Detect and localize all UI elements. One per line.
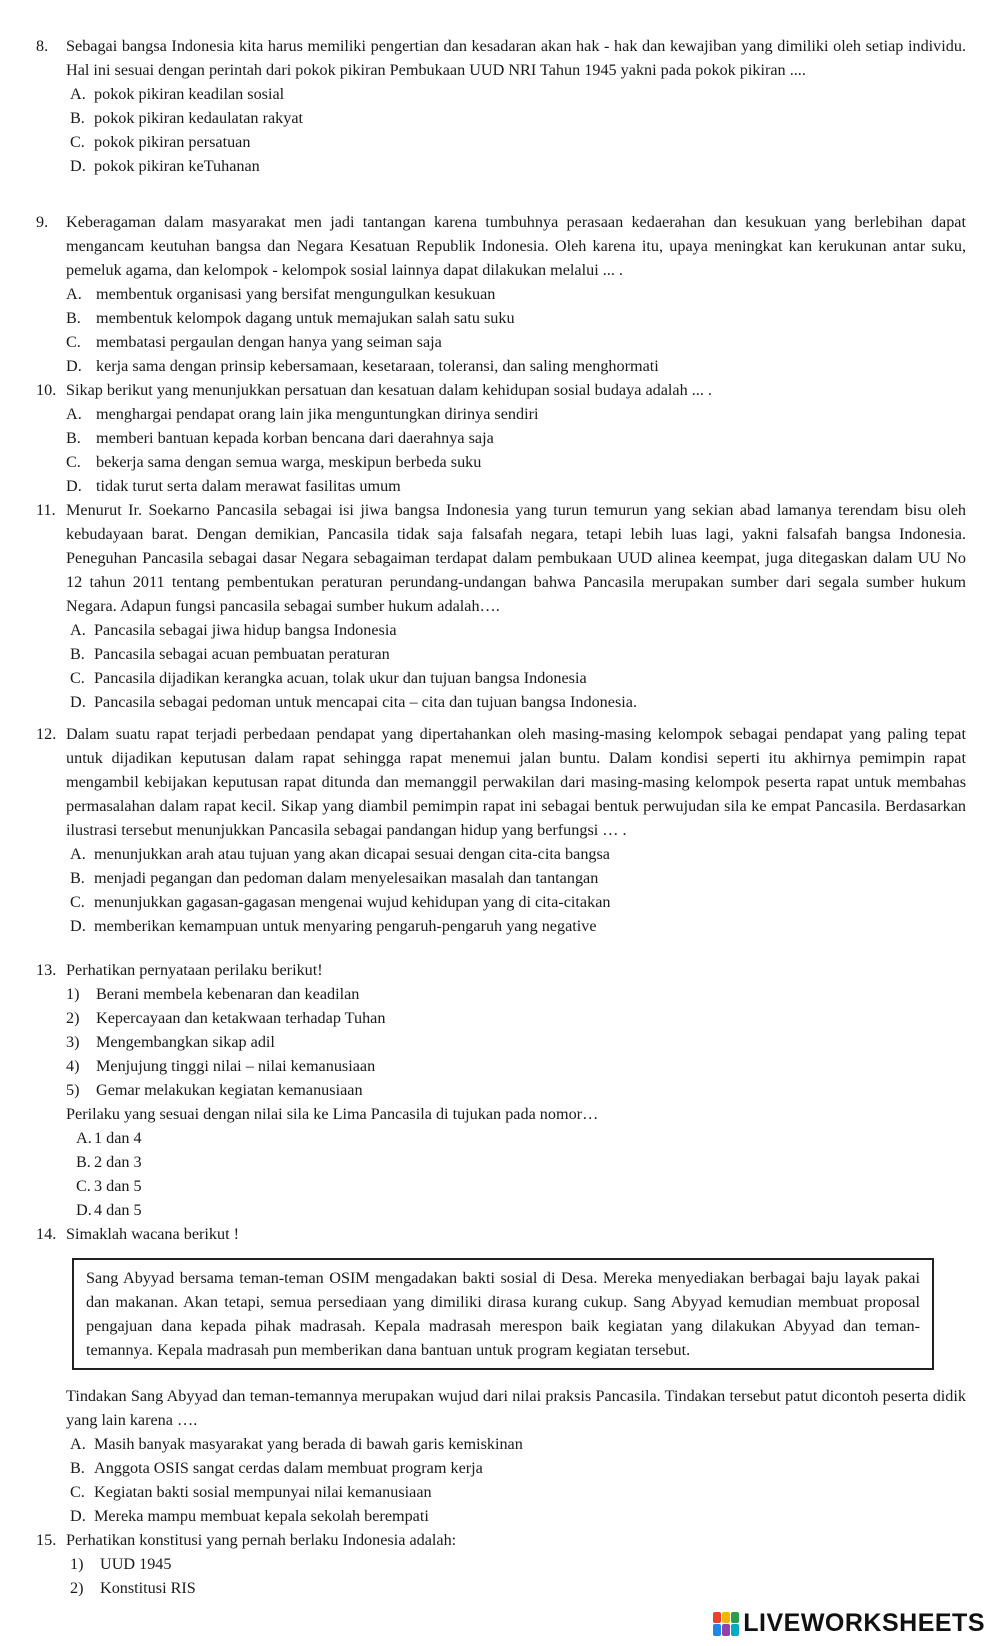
option-text: Kegiatan bakti sosial mempunyai nilai kemanusiaan bbox=[94, 1483, 432, 1501]
question-stem: Menurut Ir. Soekarno Pancasila sebagai isi jiwa bangsa Indonesia yang turun temurun yang sekian abad lamanya terendam bisu oleh kebudayaan barat. Dengan demikian, Pancasila tidak saja falsafah negara, tetapi lebih luas lagi, yakni falsafah bangsa Indonesia. Peneguhan Pancasila sebagai dasar Negara sebagaiman terdapat dalam pembukaan UUD alinea keempat, juga ditegaskan dalam UU No 12 tahun 2011 tentang pembentukan peraturan perundang-undangan bahwa Pancasila merupakan sumber dari segala sumber hukum Negara. Adapun fungsi pancasila sebagai sumber hukum adalah…. bbox=[66, 501, 966, 615]
option-text: pokok pikiran keadilan sosial bbox=[94, 85, 285, 103]
option-b[interactable] bbox=[66, 306, 966, 330]
option-letter: A. bbox=[70, 845, 86, 863]
question-9 bbox=[36, 210, 966, 378]
statement-text: Konstitusi RIS bbox=[100, 1579, 196, 1597]
option-d[interactable] bbox=[70, 154, 966, 178]
option-c[interactable] bbox=[66, 330, 966, 354]
option-text: memberikan kemampuan untuk menyaring pengaruh-pengaruh yang negative bbox=[94, 917, 597, 935]
option-text: 2 dan 3 bbox=[94, 1153, 142, 1171]
option-c[interactable] bbox=[66, 450, 966, 474]
option-text: 4 dan 5 bbox=[94, 1201, 142, 1219]
option-text: membentuk organisasi yang bersifat mengungulkan kesukuan bbox=[96, 285, 496, 303]
option-c[interactable] bbox=[70, 890, 966, 914]
question-number: 9. bbox=[36, 213, 49, 231]
option-text: menjadi pegangan dan pedoman dalam menyelesaikan masalah dan tantangan bbox=[94, 869, 599, 887]
option-letter: D. bbox=[76, 1201, 92, 1219]
option-letter: A. bbox=[70, 85, 86, 103]
statement-number: 3) bbox=[66, 1033, 80, 1051]
option-b[interactable] bbox=[70, 1456, 966, 1480]
liveworksheets-logo[interactable] bbox=[713, 1609, 985, 1638]
logo-tile bbox=[722, 1612, 730, 1624]
statement-number: 5) bbox=[66, 1081, 80, 1099]
option-text: bekerja sama dengan semua warga, meskipun berbeda suku bbox=[96, 453, 482, 471]
option-text: 3 dan 5 bbox=[94, 1177, 142, 1195]
question-11 bbox=[36, 498, 966, 714]
option-letter: A. bbox=[66, 285, 82, 303]
option-letter: B. bbox=[70, 1459, 85, 1477]
statement-item bbox=[66, 982, 966, 1006]
option-letter: B. bbox=[70, 645, 85, 663]
option-text: membatasi pergaulan dengan hanya yang seiman saja bbox=[96, 333, 442, 351]
option-letter: D. bbox=[66, 357, 82, 375]
question-number: 13. bbox=[36, 961, 57, 979]
option-d[interactable] bbox=[66, 354, 966, 378]
option-c[interactable] bbox=[70, 1480, 966, 1504]
option-letter: C. bbox=[70, 669, 85, 687]
statement-number: 2) bbox=[70, 1579, 84, 1597]
question-stem: Sebagai bangsa Indonesia kita harus memiliki pengertian dan kesadaran akan hak - hak dan kewajiban yang dimiliki oleh setiap individu. Hal ini sesuai dengan perintah dari pokok pikiran Pembukaan UUD NRI Tahun 1945 yakni pada pokok pikiran .... bbox=[66, 37, 966, 79]
statement-number: 1) bbox=[70, 1555, 84, 1573]
option-letter: A. bbox=[76, 1129, 92, 1147]
statement-item bbox=[70, 1576, 966, 1600]
option-text: Mereka mampu membuat kepala sekolah berempati bbox=[94, 1507, 429, 1525]
question-stem: Sikap berikut yang menunjukkan persatuan dan kesatuan dalam kehidupan sosial budaya adalah ... . bbox=[66, 381, 712, 399]
option-text: Pancasila dijadikan kerangka acuan, tolak ukur dan tujuan bangsa Indonesia bbox=[94, 669, 587, 687]
option-text: pokok pikiran kedaulatan rakyat bbox=[94, 109, 304, 127]
logo-tile bbox=[713, 1624, 721, 1636]
option-text: Pancasila sebagai pedoman untuk mencapai cita – cita dan tujuan bangsa Indonesia. bbox=[94, 693, 637, 711]
question-number: 12. bbox=[36, 725, 57, 743]
option-letter: B. bbox=[70, 869, 85, 887]
option-b[interactable] bbox=[70, 866, 966, 890]
option-c[interactable] bbox=[70, 130, 966, 154]
option-b[interactable] bbox=[70, 642, 966, 666]
statement-text: UUD 1945 bbox=[100, 1555, 172, 1573]
option-letter: D. bbox=[70, 1507, 86, 1525]
question-prompt: Perilaku yang sesuai dengan nilai sila ke Lima Pancasila di tujukan pada nomor… bbox=[66, 1105, 599, 1123]
statement-item bbox=[66, 1078, 966, 1102]
question-stem: Perhatikan pernyataan perilaku berikut! bbox=[66, 961, 323, 979]
option-b[interactable] bbox=[76, 1150, 966, 1174]
option-d[interactable] bbox=[76, 1198, 966, 1222]
statement-text: Gemar melakukan kegiatan kemanusiaan bbox=[96, 1081, 363, 1099]
option-letter: A. bbox=[70, 621, 86, 639]
logo-tile bbox=[722, 1624, 730, 1636]
question-number: 11. bbox=[36, 501, 56, 519]
reading-passage: Sang Abyyad bersama teman-teman OSIM mengadakan bakti sosial di Desa. Mereka menyediakan berbagai baju layak pakai dan makanan. Akan tetapi, semua persediaan yang dimiliki dirasa kurang cukup. Sang Abyyad kemudian membuat proposal pengajuan dana kepada pihak madrasah. Kepala madrasah merespon baik kegiatan yang dilakukan Abyyad dan teman-temannya. Kepala madrasah pun memberikan dana bantuan untuk program kegiatan tersebut. bbox=[72, 1258, 934, 1370]
option-d[interactable] bbox=[70, 1504, 966, 1528]
question-13 bbox=[36, 958, 966, 1222]
option-text: pokok pikiran keTuhanan bbox=[94, 157, 260, 175]
logo-tile bbox=[713, 1612, 721, 1624]
option-d[interactable] bbox=[66, 474, 966, 498]
statement-number: 2) bbox=[66, 1009, 80, 1027]
question-stem: Perhatikan konstitusi yang pernah berlaku Indonesia adalah: bbox=[66, 1531, 457, 1549]
option-letter: D. bbox=[70, 693, 86, 711]
logo-tile bbox=[731, 1612, 739, 1624]
option-letter: A. bbox=[66, 405, 82, 423]
option-d[interactable] bbox=[70, 690, 966, 714]
statement-text: Berani membela kebenaran dan keadilan bbox=[96, 985, 360, 1003]
option-letter: D. bbox=[70, 157, 86, 175]
statement-item bbox=[66, 1054, 966, 1078]
option-text: Anggota OSIS sangat cerdas dalam membuat program kerja bbox=[94, 1459, 483, 1477]
option-text: menghargai pendapat orang lain jika menguntungkan dirinya sendiri bbox=[96, 405, 539, 423]
option-text: menunjukkan arah atau tujuan yang akan dicapai sesuai dengan cita-cita bangsa bbox=[94, 845, 610, 863]
question-15 bbox=[36, 1528, 966, 1600]
option-letter: B. bbox=[66, 429, 81, 447]
question-10 bbox=[36, 378, 966, 498]
statement-text: Menjujung tinggi nilai – nilai kemanusiaan bbox=[96, 1057, 376, 1075]
option-letter: B. bbox=[76, 1153, 91, 1171]
statement-text: Mengembangkan sikap adil bbox=[96, 1033, 275, 1051]
question-prompt: Tindakan Sang Abyyad dan teman-temannya merupakan wujud dari nilai praksis Pancasila. Tindakan tersebut patut dicontoh peserta didik yang lain karena …. bbox=[66, 1387, 966, 1429]
option-letter: B. bbox=[66, 309, 81, 327]
option-letter: C. bbox=[66, 453, 81, 471]
logo-text: LIVEWORKSHEETS bbox=[743, 1609, 985, 1637]
question-number: 10. bbox=[36, 381, 57, 399]
question-14 bbox=[36, 1222, 966, 1528]
option-c[interactable] bbox=[76, 1174, 966, 1198]
option-text: 1 dan 4 bbox=[94, 1129, 142, 1147]
option-text: tidak turut serta dalam merawat fasilitas umum bbox=[96, 477, 401, 495]
option-b[interactable] bbox=[66, 426, 966, 450]
option-a[interactable] bbox=[70, 618, 966, 642]
option-letter: C. bbox=[76, 1177, 91, 1195]
question-12 bbox=[36, 722, 966, 938]
option-a[interactable] bbox=[70, 1432, 966, 1456]
option-b[interactable] bbox=[70, 106, 966, 130]
logo-tile bbox=[731, 1624, 739, 1636]
option-a[interactable] bbox=[66, 282, 966, 306]
statement-number: 1) bbox=[66, 985, 80, 1003]
option-letter: C. bbox=[70, 893, 85, 911]
option-c[interactable] bbox=[70, 666, 966, 690]
option-letter: C. bbox=[70, 1483, 85, 1501]
option-text: Masih banyak masyarakat yang berada di bawah garis kemiskinan bbox=[94, 1435, 523, 1453]
option-a[interactable] bbox=[70, 842, 966, 866]
question-stem: Dalam suatu rapat terjadi perbedaan pendapat yang dipertahankan oleh masing-masing kelompok sebagai pendapat yang paling tepat untuk dijadikan keputusan dalam rapat sehingga rapat menemui jalan buntu. Dalam kondisi seperti itu akhirnya pemimpin rapat mengambil kebijakan keputusan rapat ditunda dan memanggil perwakilan dari masing-masing kelompok peserta rapat untuk membahas permasalahan dalam rapat kecil. Sikap yang diambil pemimpin rapat ini sebagai bentuk perwujudan sila ke empat Pancasila. Berdasarkan ilustrasi tersebut menunjukkan Pancasila sebagai pandangan hidup yang berfungsi … . bbox=[66, 725, 966, 839]
option-text: kerja sama dengan prinsip kebersamaan, kesetaraan, toleransi, dan saling menghormati bbox=[96, 357, 659, 375]
option-d[interactable] bbox=[70, 914, 966, 938]
statement-text: Kepercayaan dan ketakwaan terhadap Tuhan bbox=[96, 1009, 386, 1027]
question-stem: Keberagaman dalam masyarakat men jadi tantangan karena tumbuhnya perasaan kedaerahan dan kesukuan yang berlebihan dapat mengancam keutuhan bangsa dan Negara Kesatuan Republik Indonesia. Oleh karena itu, upaya meningkat kan kerukunan antar suku, pemeluk agama, dan kelompok - kelompok sosial lainnya dapat dilakukan melalui ... . bbox=[66, 213, 966, 279]
option-letter: D. bbox=[70, 917, 86, 935]
option-letter: D. bbox=[66, 477, 82, 495]
question-number: 8. bbox=[36, 37, 49, 55]
question-8 bbox=[36, 34, 966, 178]
option-a[interactable] bbox=[76, 1126, 966, 1150]
option-text: membentuk kelompok dagang untuk memajukan salah satu suku bbox=[96, 309, 515, 327]
option-a[interactable] bbox=[70, 82, 966, 106]
option-a[interactable] bbox=[66, 402, 966, 426]
statement-item bbox=[70, 1552, 966, 1576]
option-letter: C. bbox=[70, 133, 85, 151]
question-number: 14. bbox=[36, 1225, 57, 1243]
option-text: menunjukkan gagasan-gagasan mengenai wujud kehidupan yang di cita-citakan bbox=[94, 893, 611, 911]
statement-item bbox=[66, 1006, 966, 1030]
option-text: memberi bantuan kepada korban bencana dari daerahnya saja bbox=[96, 429, 494, 447]
option-text: Pancasila sebagai acuan pembuatan peraturan bbox=[94, 645, 390, 663]
option-text: Pancasila sebagai jiwa hidup bangsa Indonesia bbox=[94, 621, 397, 639]
option-text: pokok pikiran persatuan bbox=[94, 133, 251, 151]
logo-grid-icon bbox=[713, 1612, 739, 1636]
option-letter: B. bbox=[70, 109, 85, 127]
statement-number: 4) bbox=[66, 1057, 80, 1075]
option-letter: C. bbox=[66, 333, 81, 351]
question-number: 15. bbox=[36, 1531, 57, 1549]
question-stem: Simaklah wacana berikut ! bbox=[66, 1225, 240, 1243]
option-letter: A. bbox=[70, 1435, 86, 1453]
statement-item bbox=[66, 1030, 966, 1054]
